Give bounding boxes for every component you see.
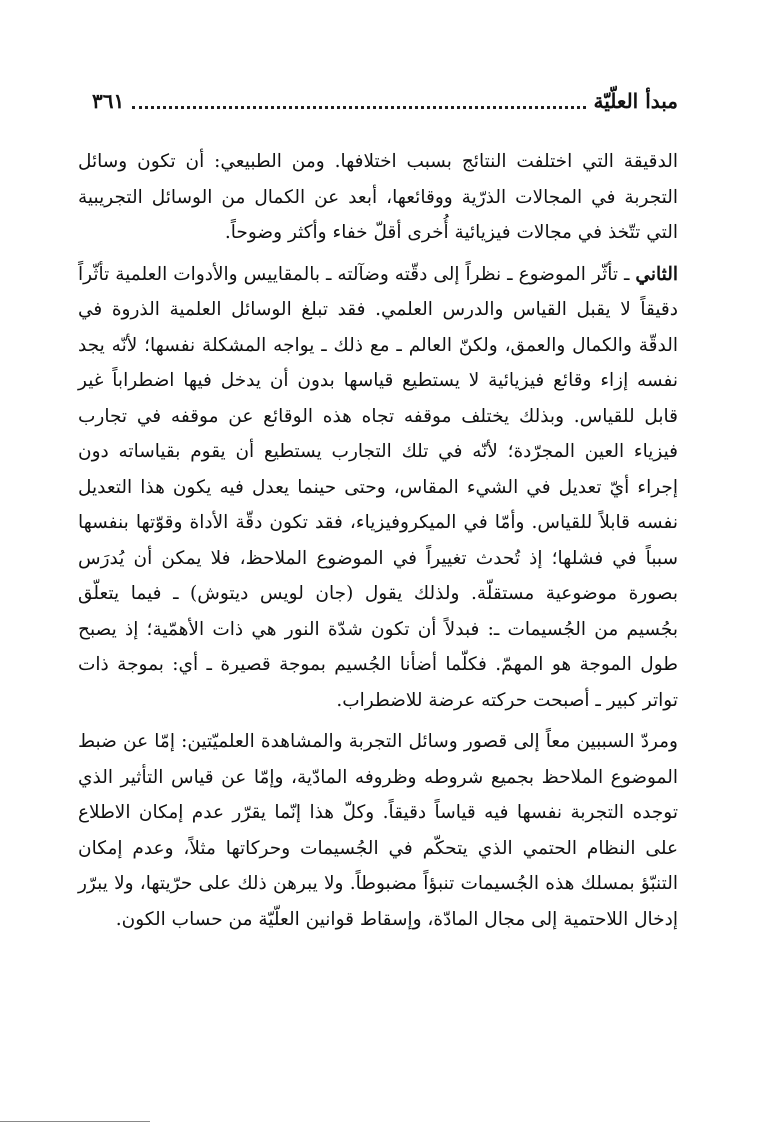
chapter-title: مبدأ العلّيّة	[593, 89, 678, 113]
paragraph-lead: الثاني	[635, 263, 678, 285]
paragraph-text: الدقيقة التي اختلفت النتائج بسبب اختلافها. ومن الطبيعي: أن تكون وسائل التجربة في المجالات الذرّية ووقائعها، أبعد عن الكمال من الوسائل التجريبية التي تتّخذ في مجالات فيزيائية أُخرى أقلّ خفاء وأكثر وضوحاً.	[78, 151, 678, 243]
paragraph	[78, 144, 678, 251]
paragraph-text: ـ تأثّر الموضوع ـ نظراً إلى دقّته وضآلته ـ بالمقاييس والأدوات العلمية تأثّراً دقيقاً لا يقبل القياس والدرس العلمي. فقد تبلغ الوسائل العلمية الذروة في الدقّة والكمال والعمق، ولكنّ العالم ـ مع ذلك ـ يواجه المشكلة نفسها؛ لأنّه يجد نفسه إزاء وقائع فيزيائية لا يستطيع قياسها بدون أن يدخل فيها اضطراباً غير قابل للقياس. وبذلك يختلف موقفه تجاه هذه الوقائع عن موقفه في تجارب فيزياء العين المجرّدة؛ لأنّه في تلك التجارب يستطيع أن يقوم بقياساته دون إجراء أيّ تعديل في الشيء المقاس، وحتى حينما يعدل فيه يكون هذا التعديل نفسه قابلاً للقياس. وأمّا في الميكروفيزياء، فقد تكون دقّة الأداة وقوّتها بنفسها سبباً في فشلها؛ إذ تُحدث تغييراً في الموضوع الملاحظ، فلا يمكن أن يُدرَس بصورة موضوعية مستقلّة. ولذلك يقول (جان لويس ديتوش) ـ فيما يتعلّق بجُسيم من الجُسيمات ـ: فبدلاً أن تكون شدّة النور هي ذات الأهمّية؛ إذ يصبح طول الموجة هو المهمّ. فكلّما أضأنا الجُسيم بموجة قصيرة ـ أي: بموجة ذات تواتر كبير ـ أصبحت حركته عرضة للاضطراب.	[78, 263, 678, 711]
body-text	[78, 144, 678, 937]
running-header	[92, 86, 678, 116]
paragraph	[78, 257, 678, 719]
paragraph-text: ومردّ السببين معاً إلى قصور وسائل التجربة والمشاهدة العلميّتين: إمّا عن ضبط الموضوع الملاحظ بجميع شروطه وظروفه المادّية، وإمّا عن قياس التأثير الذي توجده التجربة نفسها فيه قياساً دقيقاً. وكلّ هذا إنّما يقرّر عدم إمكان الاطلاع على النظام الحتمي الذي يتحكّم في الجُسيمات وحركاتها مثلاً، وعدم إمكان التنبّؤ بمسلك هذه الجُسيمات تنبؤاً مضبوطاً. ولا يبرهن ذلك على حرّيتها، ولا يبرّر إدخال اللاحتمية إلى مجال المادّة، وإسقاط قوانين العلّيّة من حساب الكون.	[78, 731, 678, 930]
paragraph	[78, 724, 678, 937]
page-number: ٣٦١	[92, 89, 125, 113]
dotted-leader	[132, 106, 585, 109]
page-edge-rule	[0, 1121, 150, 1122]
